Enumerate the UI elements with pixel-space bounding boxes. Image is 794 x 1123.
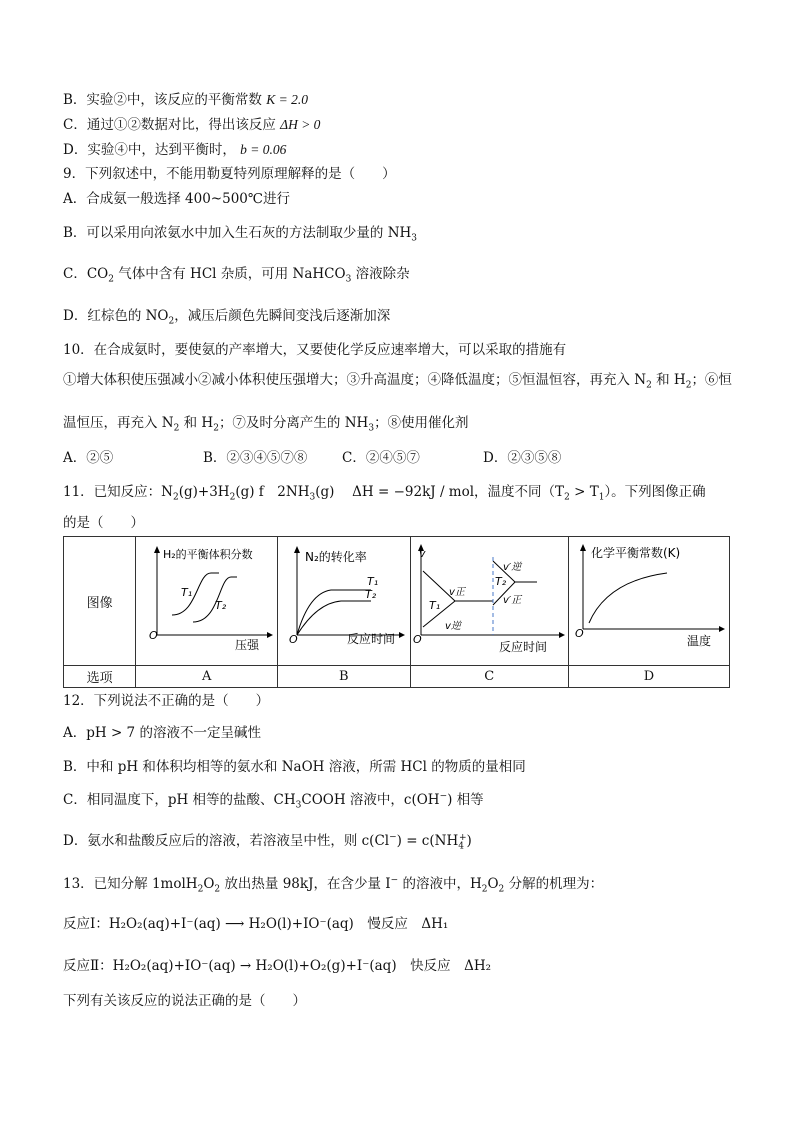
- graph-a-origin: O: [148, 629, 158, 642]
- q9-stem: 9．下列叙述中，不能用勒夏特列原理解释的是（ ）: [63, 166, 396, 182]
- graph-b: [279, 537, 409, 661]
- q12-option-d: D．氨水和盐酸反应后的溶液，若溶液呈中性，则 $c(Cl^-) = c(NH_4^+)$: [63, 832, 472, 852]
- graph-c-label-t1: T₁: [429, 599, 441, 612]
- graph-d-curve: [589, 573, 667, 623]
- graph-c-xlabel: 反应时间: [499, 640, 548, 654]
- q12-stem: 12．下列说法不正确的是（ ）: [63, 693, 270, 709]
- graph-c-cell: [410, 537, 569, 666]
- q8-option-b: B．实验②中，该反应的平衡常数 K = 2.0: [63, 92, 308, 108]
- q11-stem-line2: 的是（ ）: [63, 515, 144, 531]
- graph-b-cell: [278, 537, 410, 666]
- q10-option-b: B．②③④⑤⑦⑧: [203, 450, 308, 466]
- option-b-label: B: [278, 666, 410, 688]
- graph-d-origin: O: [575, 627, 584, 640]
- q10-option-a: A．②⑤: [63, 450, 114, 466]
- q10-choices-line2: 温恒压，再充入 $N_2$ 和 $H_2$；⑦及时分离产生的 $NH_3$；⑧使用催化剂: [63, 415, 469, 434]
- graph-b-label-t2: T₂: [364, 588, 376, 601]
- graph-d-ylabel: 化学平衡常数(K): [591, 546, 681, 560]
- q11-stem: 11．已知反应：$N_2(g)+3H_2(g)$ f $2NH_3(g)$ ΔH = −92kJ / mol，温度不同$(T_2 > T_1)$。下列图像正确: [63, 484, 706, 503]
- option-c-label: C: [410, 666, 569, 688]
- q8-option-d: D．实验④中，达到平衡时， b = 0.06: [63, 142, 287, 158]
- option-d-label: D: [569, 666, 730, 688]
- graph-a-xlabel: 压强: [234, 638, 259, 652]
- q8-option-c: C．通过①②数据对比，得出该反应 ΔH > 0: [63, 117, 321, 133]
- q13-reaction-1: 反应Ⅰ：H₂O₂(aq)+I⁻(aq) ⟶ H₂O(l)+IO⁻(aq) 慢反应 ΔH₁: [63, 916, 449, 932]
- graph-c-label-t2: T₂: [495, 575, 507, 588]
- graph-b-origin: O: [288, 633, 298, 646]
- graph-b-xlabel: 反应时间: [346, 632, 395, 646]
- graph-b-label-t1: T₁: [366, 575, 378, 588]
- q12-option-c: C．相同温度下，pH 相等的盐酸、$CH_3COOH$ 溶液中，c(OH−) 相等: [63, 791, 484, 811]
- q13-question: 下列有关该反应的说法正确的是（ ）: [63, 993, 306, 1009]
- q9-option-a: A．合成氨一般选择 400~500℃进行: [63, 191, 290, 207]
- q13-stem: 13．已知分解 $1molH_2O_2$ 放出热量 98kJ，在含少量 I− 的溶液中，$H_2O_2$ 分解的机理为：: [63, 875, 604, 895]
- graph-d-xlabel: 温度: [687, 634, 712, 648]
- graph-a-label-t1: T₁: [180, 586, 192, 599]
- graph-d-cell: [569, 537, 730, 666]
- row-label-image: 图像: [64, 537, 136, 666]
- option-a-label: A: [136, 666, 278, 688]
- graph-b-curve-t1: [297, 590, 371, 635]
- graph-a-label-t2: T₂: [214, 599, 226, 612]
- graph-c-label-vn: v逆: [445, 621, 462, 632]
- q10-option-d: D．②③⑤⑧: [483, 450, 562, 466]
- graph-a-cell: [136, 537, 278, 666]
- q12-option-b: B．中和 pH 和体积均相等的氨水和 NaOH 溶液，所需 HCl 的物质的量相同: [63, 759, 526, 775]
- graph-c-label-vn2: v′逆: [503, 562, 522, 573]
- graph-c: [411, 537, 567, 661]
- q10-choices-line1: ①增大体积使压强减小②减小体积使压强增大；③升高温度；④降低温度；⑤恒温恒容，再充入 $N_2$ 和 $H_2$；⑥恒: [63, 372, 732, 391]
- graph-d: [569, 537, 729, 661]
- graph-b-ylabel: N₂的转化率: [304, 550, 367, 564]
- graph-b-curve-t2: [297, 601, 371, 635]
- q9-option-d: D．红棕色的 $NO_2$，减压后颜色先瞬间变浅后逐渐加深: [63, 308, 391, 327]
- graph-c-origin: O: [413, 633, 422, 646]
- row-label-option: 选项: [64, 666, 136, 688]
- graph-c-ylabel: v: [419, 547, 426, 560]
- q11-graph-table: [63, 536, 730, 688]
- q9-option-c: C．$CO_2$ 气体中含有 HCl 杂质，可用 NaHCO$_3$ 溶液除杂: [63, 266, 410, 285]
- graph-a-ylabel: H₂的平衡体积分数: [162, 548, 253, 561]
- q9-option-b: B．可以采用向浓氨水中加入生石灰的方法制取少量的 $NH_3$: [63, 225, 418, 244]
- graph-a-curve-t1: [172, 573, 219, 615]
- graph-a: [137, 537, 277, 661]
- q10-stem: 10．在合成氨时，要使氨的产率增大，又要使化学反应速率增大，可以采取的措施有: [63, 342, 567, 358]
- q13-reaction-2: 反应Ⅱ：H₂O₂(aq)+IO⁻(aq) → H₂O(l)+O₂(g)+I⁻(aq) 快反应 ΔH₂: [63, 958, 492, 974]
- graph-c-label-vz2: v′正: [503, 595, 522, 606]
- q10-option-c: C．②④⑤⑦: [342, 450, 420, 466]
- graph-c-label-vz: v正: [449, 587, 466, 598]
- q12-option-a: A．pH > 7 的溶液不一定呈碱性: [63, 725, 261, 741]
